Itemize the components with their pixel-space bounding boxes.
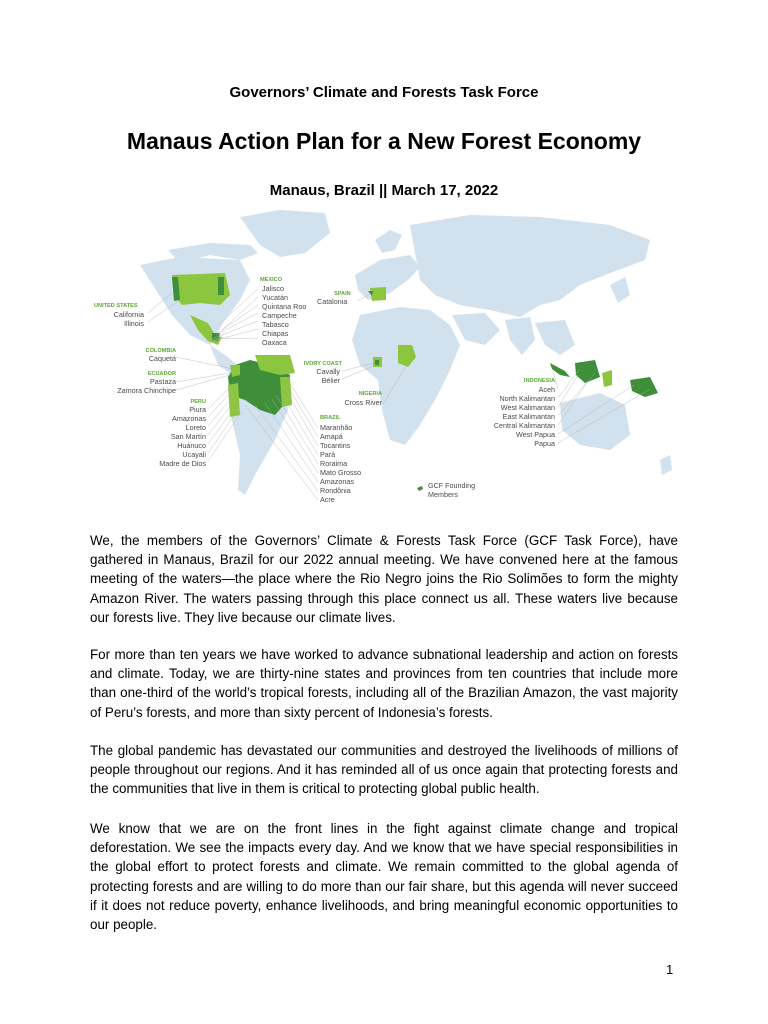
region-label: Bélier	[321, 376, 340, 385]
country-label-spain: SPAIN	[334, 291, 351, 297]
region-label: Jalisco	[262, 284, 284, 293]
region-label: Tocantins	[320, 441, 351, 450]
region-label: Loreto	[185, 423, 206, 432]
region-label: East Kalimantan	[502, 412, 555, 421]
country-label-peru: PERU	[190, 399, 206, 405]
region-label: Cross River	[344, 398, 382, 407]
body-paragraph: We, the members of the Governors’ Climate & Forests Task Force (GCF Task Force), have gathered in Manaus, Brazil for our 2022 annual meeting. We have convened here at the famous meeting of the waters—the place where the Rio Negro joins the Rio Solimões to form the mighty Amazon River. The waters passing through this place connect us all. These waters live because our forests live. They live because our climate lives.	[90, 533, 678, 625]
country-label-ecuador: ECUADOR	[147, 371, 176, 377]
region-label: Amazonas	[172, 414, 206, 423]
region-label: Central Kalimantan	[493, 421, 555, 430]
body-paragraph: The global pandemic has devastated our communities and destroyed the livelihoods of millions of people throughout our regions. And it has reminded all of us once again that protecting forests and the communities that live in them is critical to protecting global public health.	[90, 743, 678, 797]
region-label: Pastaza	[150, 377, 176, 386]
region-label: Madre de Dios	[159, 459, 206, 468]
region-label: North Kalimantan	[499, 394, 555, 403]
region-label: Cavally	[316, 367, 340, 376]
region-label: Quintana Roo	[262, 302, 307, 311]
region-label: Zamora Chinchipe	[117, 386, 176, 395]
region-label: Oaxaca	[262, 338, 287, 347]
region-label: Rondônia	[320, 486, 351, 495]
region-label: West Kalimantan	[500, 403, 555, 412]
region-label: Papua	[534, 439, 555, 448]
region-label: Campeche	[262, 311, 297, 320]
country-label-united-states: UNITED STATES	[94, 303, 138, 309]
region-label: Tabasco	[262, 320, 289, 329]
region-label: Amazonas	[320, 477, 354, 486]
region-label: Catalonia	[317, 297, 348, 306]
region-label: Mato Grosso	[320, 468, 362, 477]
region-label: Aceh	[538, 385, 555, 394]
body-paragraph: For more than ten years we have worked to advance subnational leadership and action on forests and climate. Today, we are thirty-nine states and provinces from ten countries that include more than one-third of the world’s tropical forests, including all of the Brazilian Amazon, the vast majority of Peru’s forests, and more than sixty percent of Indonesia’s forests.	[90, 647, 678, 720]
region-label: Maranhão	[320, 423, 353, 432]
region-label: Pará	[320, 450, 336, 459]
map-legend	[428, 482, 518, 506]
country-label-colombia: COLOMBIA	[145, 348, 176, 354]
document-title: Manaus Action Plan for a New Forest Economy	[126, 128, 642, 154]
legend-label: GCF Founding Members	[428, 482, 476, 499]
region-label: Huánuco	[177, 441, 206, 450]
country-label-nigeria: NIGERIA	[358, 391, 382, 397]
country-label-mexico: MEXICO	[260, 277, 283, 283]
region-label: Ucayali	[182, 450, 206, 459]
page-number: 1	[666, 962, 674, 977]
region-label: Piura	[189, 405, 206, 414]
region-label: Chiapas	[262, 329, 289, 338]
gcf-member-map	[90, 205, 680, 515]
dateline: Manaus, Brazil || March 17, 2022	[269, 182, 499, 199]
organization-title: Governors’ Climate and Forests Task Force	[229, 84, 539, 101]
region-label: West Papua	[515, 430, 555, 439]
region-label: San Martín	[170, 432, 206, 441]
region-label: Roraima	[320, 459, 348, 468]
region-label: Illinois	[124, 319, 144, 328]
region-label: Amapá	[320, 432, 343, 441]
region-label: Acre	[320, 495, 335, 504]
country-label-brazil: BRAZIL	[320, 415, 341, 421]
body-paragraph: We know that we are on the front lines in the fight against climate change and tropical deforestation. We see the impacts every day. And we know that we have special responsibilities in the global effort to protect forests and climate. We remain committed to the global agenda of protecting forests and are willing to do more than our fair share, but this agenda will never succeed if it does not reduce poverty, enhance livelihoods, and bring meaningful economic opportunities to our people.	[90, 821, 678, 933]
country-label-ivory-coast: IVORY COAST	[303, 361, 342, 367]
region-label: Caquetá	[148, 354, 176, 363]
region-label: Yucatán	[262, 293, 288, 302]
country-label-indonesia: INDONESIA	[523, 378, 555, 384]
region-label: California	[113, 310, 144, 319]
legend-swatch	[417, 486, 423, 491]
